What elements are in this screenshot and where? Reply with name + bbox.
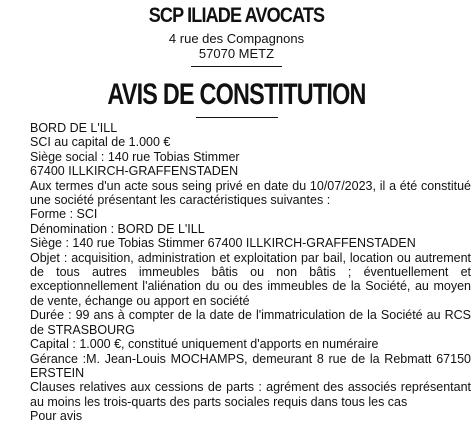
siege-line: Siège : 140 rue Tobias Stimmer 67400 ILLKIRCH-GRAFFENSTADEN	[30, 236, 416, 251]
closing-line: Pour avis	[30, 409, 83, 424]
capital-line: Capital : 1.000 €, constitué uniquement d'apports en numéraire	[30, 337, 379, 352]
gerance-paragraph: Gérance :M. Jean-Louis MOCHAMPS, demeurant 8 rue de la Rebmatt 67150 ERSTEIN	[30, 351, 471, 380]
duree-paragraph: Durée : 99 ans à compter de la date de l'immatriculation de la Société au RCS de STRASBOURG	[30, 308, 471, 337]
company-form: SCI au capital de 1.000 €	[30, 135, 171, 150]
firm-address-city: 57070 METZ	[198, 46, 275, 61]
intro-paragraph: Aux termes d'un acte sous seing privé en date du 10/07/2023, il a été constitué une société présentant les caractéristiques suivantes :	[30, 178, 471, 208]
registered-office: Siège social : 140 rue Tobias Stimmer	[30, 149, 240, 164]
denomination-line: Dénomination : BORD DE L'ILL	[30, 221, 205, 236]
company-name: BORD DE L'ILL	[30, 121, 118, 135]
clauses-paragraph: Clauses relatives aux cessions de parts : agrément des associés représentant au moins les trois-quarts des parts sociales requis dans tous les cas	[30, 380, 471, 409]
forme-line: Forme : SCI	[30, 207, 98, 222]
objet-paragraph: Objet : acquisition, administration et exploitation par bail, location ou autrement de tous autres immeubles bâtis ou non bâtis ; éventuellement et exceptionnellement l'aliénation du ou des immeubles de la Société, au moyen de vente, échange ou apport en société	[30, 250, 471, 308]
notice-body	[2, 121, 471, 424]
title-divider	[196, 117, 278, 118]
firm-name: SCP ILIADE AVOCATS	[148, 4, 325, 27]
registered-city: 67400 ILLKIRCH-GRAFFENSTADEN	[30, 164, 239, 179]
header-divider	[191, 66, 282, 67]
firm-address-street: 4 rue des Compagnons	[168, 31, 305, 46]
notice-title: AVIS DE CONSTITUTION	[107, 78, 366, 111]
